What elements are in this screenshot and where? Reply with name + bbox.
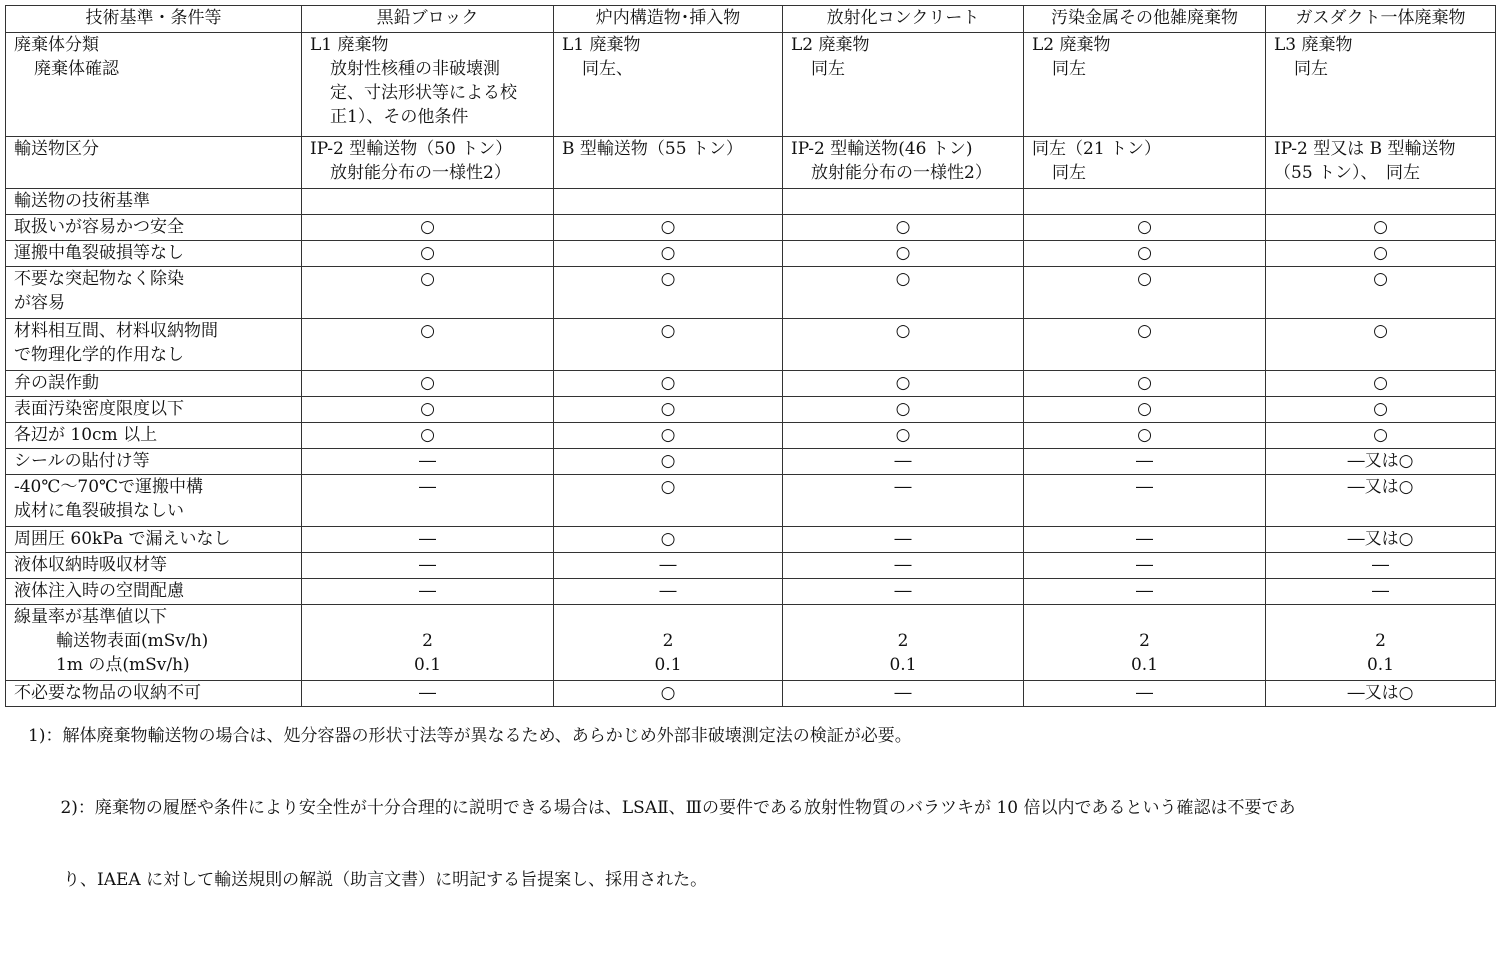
table-cell: ― — [302, 681, 554, 707]
criterion-row — [6, 579, 1496, 605]
table-cell: ○ — [554, 475, 783, 527]
table-cell: ○ — [554, 241, 783, 267]
row-label: 不必要な物品の収納不可 — [6, 681, 302, 707]
table-cell: L1 廃棄物 放射性核種の非破壊測 定、寸法形状等による校 正1）、その他条件 — [302, 33, 554, 137]
table-cell: 2 0.1 — [783, 605, 1024, 681]
table-cell: ― — [302, 449, 554, 475]
table-cell: ― — [302, 475, 554, 527]
criterion-row — [6, 215, 1496, 241]
table-cell: ○ — [783, 397, 1024, 423]
storage-row — [6, 681, 1496, 707]
table-cell: 2 0.1 — [554, 605, 783, 681]
table-cell: ○ — [1266, 397, 1496, 423]
table-cell: ―又は○ — [1266, 681, 1496, 707]
table-cell: ― — [1024, 527, 1266, 553]
table-cell: IP-2 型又は B 型輸送物 （55 トン）、 同左 — [1266, 137, 1496, 189]
table-cell: ―又は○ — [1266, 527, 1496, 553]
header-row — [6, 6, 1496, 33]
row-label: 取扱いが容易かつ安全 — [6, 215, 302, 241]
row-label: 線量率が基準値以下 輸送物表面(mSv/h) 1m の点(mSv/h) — [6, 605, 302, 681]
table-cell: ○ — [783, 423, 1024, 449]
table-cell: IP-2 型輸送物(46 トン) 放射能分布の一様性2） — [783, 137, 1024, 189]
table-cell: ― — [1266, 579, 1496, 605]
criterion-row — [6, 241, 1496, 267]
footnotes — [28, 718, 1488, 970]
table-cell: ○ — [302, 267, 554, 319]
table-cell: B 型輸送物（55 トン） — [554, 137, 783, 189]
table-cell: ○ — [554, 449, 783, 475]
header-activated-concrete: 放射化コンクリート — [783, 6, 1024, 33]
classification-row — [6, 33, 1496, 137]
header-core-internals: 炉内構造物･挿入物 — [554, 6, 783, 33]
table-cell: ― — [302, 579, 554, 605]
criterion-row — [6, 423, 1496, 449]
table-cell: ○ — [554, 423, 783, 449]
table-cell: ○ — [302, 397, 554, 423]
header-contaminated-metal: 汚染金属その他雑廃棄物 — [1024, 6, 1266, 33]
table-cell: ― — [1024, 475, 1266, 527]
table-cell: ○ — [1024, 423, 1266, 449]
table-cell: ―又は○ — [1266, 475, 1496, 527]
table-cell: ― — [554, 579, 783, 605]
table-cell: ○ — [783, 267, 1024, 319]
table-cell: ○ — [302, 215, 554, 241]
table-cell: 2 0.1 — [1024, 605, 1266, 681]
table-cell: ○ — [554, 215, 783, 241]
table-cell: ○ — [554, 527, 783, 553]
table-cell: ○ — [1024, 267, 1266, 319]
table-cell: ○ — [1024, 319, 1266, 371]
table-cell: ○ — [554, 371, 783, 397]
criterion-row — [6, 475, 1496, 527]
section-label: 輸送物の技術基準 — [6, 189, 302, 215]
row-label: 不要な突起物なく除染 が容易 — [6, 267, 302, 319]
table-cell: L2 廃棄物 同左 — [1024, 33, 1266, 137]
table-cell: 同左（21 トン） 同左 — [1024, 137, 1266, 189]
criterion-row — [6, 397, 1496, 423]
table-cell: ― — [783, 475, 1024, 527]
table-cell: ○ — [302, 241, 554, 267]
footnote-2: 2)：廃棄物の履歴や条件により安全性が十分合理的に説明できる場合は、LSAⅡ、Ⅲの要件である放射性物質のバラツキが 10 倍以内であるという確認は不要であ り、IAEA に対して輸送規則の解説（助言文書）に明記する旨提案し、採用された。 — [60, 798, 1296, 890]
header-gas-duct: ガスダクト一体廃棄物 — [1266, 6, 1496, 33]
row-label: 液体注入時の空間配慮 — [6, 579, 302, 605]
table-cell: ○ — [1024, 241, 1266, 267]
table-cell: 2 0.1 — [1266, 605, 1496, 681]
table-cell: ○ — [1024, 371, 1266, 397]
criterion-row — [6, 267, 1496, 319]
table-cell: ― — [783, 449, 1024, 475]
table-cell: ― — [554, 553, 783, 579]
header-criteria: 技術基準・条件等 — [6, 6, 302, 33]
row-label: 材料相互間、材料収納物間 で物理化学的作用なし — [6, 319, 302, 371]
table-cell: ○ — [302, 423, 554, 449]
table-cell: ○ — [554, 319, 783, 371]
table-cell: ○ — [783, 371, 1024, 397]
dose-row — [6, 605, 1496, 681]
table-cell: ― — [783, 527, 1024, 553]
table-cell: ○ — [554, 397, 783, 423]
criterion-row — [6, 527, 1496, 553]
table-cell: ○ — [1266, 241, 1496, 267]
table-cell: ○ — [1266, 267, 1496, 319]
table-cell: ○ — [1266, 423, 1496, 449]
table-cell: L3 廃棄物 同左 — [1266, 33, 1496, 137]
table-cell: ○ — [302, 319, 554, 371]
table-cell: L1 廃棄物 同左、 — [554, 33, 783, 137]
row-label: 表面汚染密度限度以下 — [6, 397, 302, 423]
table-cell: IP-2 型輸送物（50 トン） 放射能分布の一様性2） — [302, 137, 554, 189]
table-cell: ○ — [1024, 397, 1266, 423]
table-cell: ― — [1024, 681, 1266, 707]
table-cell: ○ — [1266, 319, 1496, 371]
table-cell: ― — [302, 527, 554, 553]
row-label: シールの貼付け等 — [6, 449, 302, 475]
table-cell: ― — [1024, 449, 1266, 475]
table-cell: ○ — [1266, 371, 1496, 397]
table-cell: ―又は○ — [1266, 449, 1496, 475]
row-label: 液体収納時吸収材等 — [6, 553, 302, 579]
row-label: 周囲圧 60kPa で漏えいなし — [6, 527, 302, 553]
table-cell: ○ — [302, 371, 554, 397]
table-cell: ― — [783, 579, 1024, 605]
header-graphite-block: 黒鉛ブロック — [302, 6, 554, 33]
row-label: -40℃～70℃で運搬中構 成材に亀裂破損なしい — [6, 475, 302, 527]
criteria-rows — [6, 215, 1496, 605]
table-cell: ― — [783, 553, 1024, 579]
table-cell: ― — [1024, 579, 1266, 605]
row-label: 輸送物区分 — [6, 137, 302, 189]
table-cell: ○ — [1266, 215, 1496, 241]
row-label: 運搬中亀裂破損等なし — [6, 241, 302, 267]
table-cell: ○ — [783, 319, 1024, 371]
criterion-row — [6, 371, 1496, 397]
table-cell: ○ — [554, 267, 783, 319]
criterion-row — [6, 449, 1496, 475]
criterion-row — [6, 553, 1496, 579]
package-row — [6, 137, 1496, 189]
row-label: 廃棄体分類 廃棄体確認 — [6, 33, 302, 137]
footnote-1: 1)：解体廃棄物輸送物の場合は、処分容器の形状寸法等が異なるため、あらかじめ外部非破壊測定法の検証が必要。 — [28, 726, 912, 746]
table-cell: ○ — [554, 681, 783, 707]
row-label: 弁の誤作動 — [6, 371, 302, 397]
table-cell: 2 0.1 — [302, 605, 554, 681]
table-cell: ○ — [783, 241, 1024, 267]
table-cell: L2 廃棄物 同左 — [783, 33, 1024, 137]
table-cell: ― — [302, 553, 554, 579]
criterion-row — [6, 319, 1496, 371]
section-row — [6, 189, 1496, 215]
table-cell: ― — [783, 681, 1024, 707]
table-cell: ○ — [783, 215, 1024, 241]
spec-table — [5, 5, 1496, 707]
table-cell: ○ — [1024, 215, 1266, 241]
table-cell: ― — [1266, 553, 1496, 579]
row-label: 各辺が 10cm 以上 — [6, 423, 302, 449]
table-cell: ― — [1024, 553, 1266, 579]
